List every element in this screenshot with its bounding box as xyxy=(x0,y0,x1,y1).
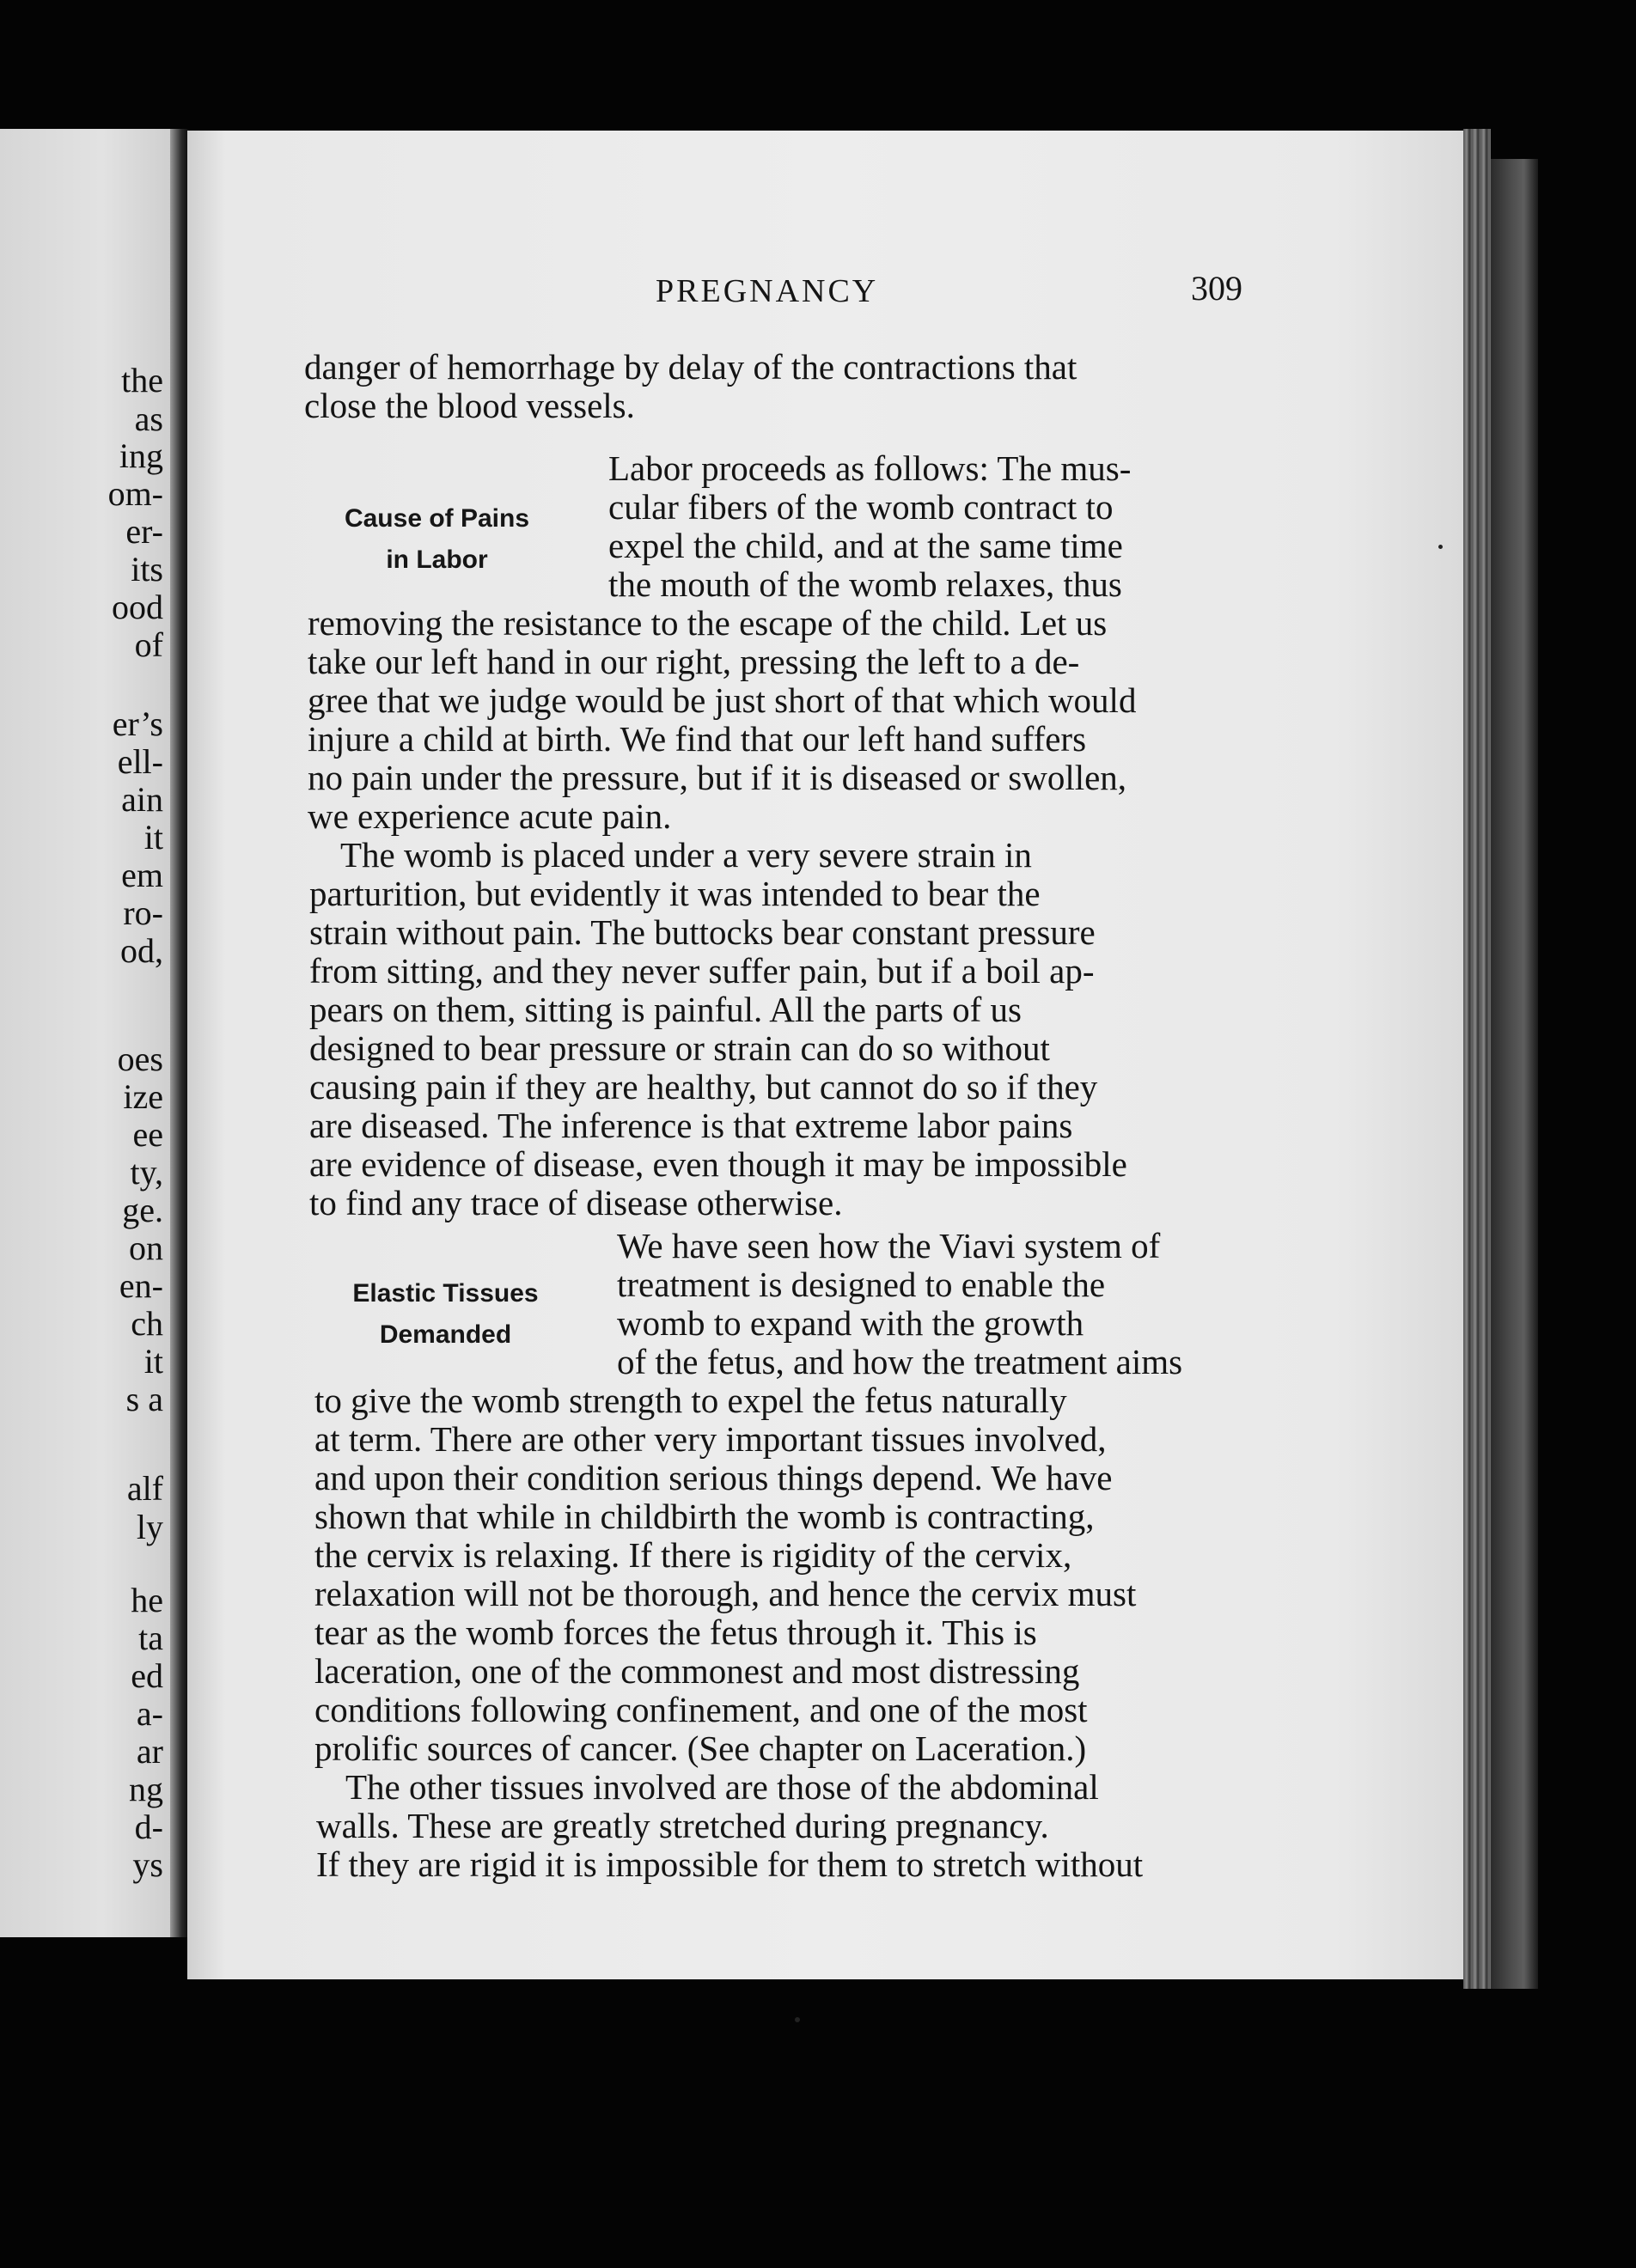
text-line: of the fetus, and how the treatment aims xyxy=(617,1342,1183,1381)
text-line: designed to bear pressure or strain can do so without xyxy=(309,1028,1050,1068)
margin-heading-line: Demanded xyxy=(379,1320,512,1349)
left-page-fragment: it xyxy=(143,818,163,857)
text-line: cular fibers of the womb contract to xyxy=(608,487,1114,527)
left-page-fragment: of xyxy=(134,625,163,664)
left-page-fragment: ood xyxy=(112,588,163,626)
margin-heading xyxy=(336,1273,555,1356)
left-page-fragment: it xyxy=(143,1342,163,1381)
text-line: causing pain if they are healthy, but cannot do so if they xyxy=(309,1067,1098,1107)
left-page-fragment: er’s xyxy=(112,704,163,743)
book-gutter xyxy=(170,129,189,1937)
left-page-fragment: od, xyxy=(120,931,163,970)
left-page-fragment: ng xyxy=(129,1770,163,1808)
text-line: laceration, one of the commonest and most distressing xyxy=(314,1651,1080,1691)
text-line: The other tissues involved are those of the abdominal xyxy=(345,1767,1099,1807)
text-line: tear as the womb forces the fetus through it. This is xyxy=(314,1613,1037,1652)
text-line: the cervix is relaxing. If there is rigidity of the cervix, xyxy=(314,1535,1072,1575)
page-stack-edge xyxy=(1463,129,1491,1989)
left-page-fragment: ch xyxy=(131,1304,163,1343)
text-line: take our left hand in our right, pressing the left to a de- xyxy=(308,642,1080,681)
text-line: no pain under the pressure, but if it is diseased or swollen, xyxy=(308,758,1127,797)
left-page-fragment: ain xyxy=(121,780,163,819)
left-page-fragment: er- xyxy=(125,512,163,551)
left-page-fragment: ize xyxy=(123,1077,163,1116)
margin-heading-line: in Labor xyxy=(386,546,488,574)
ink-speck xyxy=(1438,545,1443,549)
left-page-fragment: s a xyxy=(125,1380,163,1418)
left-page-fragment: ge. xyxy=(122,1191,163,1229)
left-page-fragment: om- xyxy=(107,474,163,513)
text-line: shown that while in childbirth the womb is contracting, xyxy=(314,1497,1095,1536)
text-line: the mouth of the womb relaxes, thus xyxy=(608,564,1122,604)
left-page-fragment: ty, xyxy=(130,1153,163,1192)
text-line: danger of hemorrhage by delay of the contractions that xyxy=(304,347,1077,387)
left-page-fragment: its xyxy=(131,550,163,588)
left-page-fragment: d- xyxy=(134,1808,163,1846)
left-page-fragment: ta xyxy=(138,1619,163,1657)
text-line: removing the resistance to the escape of the child. Let us xyxy=(308,603,1108,643)
book-cover-edge xyxy=(1491,159,1538,1989)
text-line: The womb is placed under a very severe strain in xyxy=(340,835,1032,875)
left-page-fragment: oes xyxy=(117,1040,163,1078)
left-page-fragment: ar xyxy=(136,1732,163,1771)
text-line: If they are rigid it is impossible for them to stretch without xyxy=(316,1844,1144,1884)
text-line: at term. There are other very important tissues involved, xyxy=(314,1419,1107,1459)
left-page-fragment: ing xyxy=(119,436,163,475)
left-facing-page xyxy=(0,129,170,1937)
left-page-fragment: ed xyxy=(131,1656,163,1695)
text-line: to find any trace of disease otherwise. xyxy=(309,1183,843,1222)
left-page-fragment: ys xyxy=(132,1845,163,1884)
left-page-fragment: on xyxy=(129,1228,163,1267)
left-page-fragment: he xyxy=(131,1581,163,1619)
left-page-fragment: en- xyxy=(119,1266,163,1305)
text-line: womb to expand with the growth xyxy=(617,1303,1084,1343)
text-line: pears on them, sitting is painful. All the parts of us xyxy=(309,990,1022,1029)
running-header: PREGNANCY xyxy=(656,273,879,309)
text-line: are diseased. The inference is that extreme labor pains xyxy=(309,1106,1073,1145)
left-page-fragment: ly xyxy=(136,1508,163,1546)
left-page-fragment: ee xyxy=(132,1115,163,1154)
page-number: 309 xyxy=(1191,269,1242,308)
text-line: from sitting, and they never suffer pain, but if a boil ap- xyxy=(309,951,1095,991)
left-page-fragment: alf xyxy=(126,1469,163,1508)
left-page-fragment: em xyxy=(121,856,163,894)
left-page-fragment: ro- xyxy=(123,893,163,932)
text-line: walls. These are greatly stretched during pregnancy. xyxy=(316,1806,1049,1845)
text-line: strain without pain. The buttocks bear constant pressure xyxy=(309,912,1096,952)
text-line: close the blood vessels. xyxy=(304,386,635,425)
text-line: expel the child, and at the same time xyxy=(608,526,1123,565)
margin-heading-line: Cause of Pains xyxy=(344,504,530,533)
margin-heading xyxy=(327,498,546,581)
text-line: to give the womb strength to expel the fetus naturally xyxy=(314,1381,1067,1420)
margin-heading-line: Elastic Tissues xyxy=(352,1279,539,1308)
left-page-fragment: as xyxy=(134,399,163,438)
text-line: relaxation will not be thorough, and hence the cervix must xyxy=(314,1574,1137,1613)
book-page xyxy=(187,131,1463,1979)
text-line: We have seen how the Viavi system of xyxy=(617,1226,1161,1265)
text-line: we experience acute pain. xyxy=(308,796,672,836)
ink-speck xyxy=(795,2017,800,2022)
text-line: and upon their condition serious things depend. We have xyxy=(314,1458,1113,1497)
text-line: are evidence of disease, even though it may be impossible xyxy=(309,1144,1127,1184)
text-line: conditions following confinement, and one of the most xyxy=(314,1690,1088,1729)
left-page-fragment: ell- xyxy=(117,742,163,781)
left-page-fragment: a- xyxy=(136,1694,163,1733)
text-line: gree that we judge would be just short of that which would xyxy=(308,680,1137,720)
text-line: treatment is designed to enable the xyxy=(617,1265,1106,1304)
text-line: parturition, but evidently it was intended to bear the xyxy=(309,874,1041,913)
text-line: Labor proceeds as follows: The mus- xyxy=(608,448,1132,488)
text-line: injure a child at birth. We find that our left hand suffers xyxy=(308,719,1087,759)
text-line: prolific sources of cancer. (See chapter on Laceration.) xyxy=(314,1728,1087,1768)
left-page-fragment: the xyxy=(121,361,163,399)
